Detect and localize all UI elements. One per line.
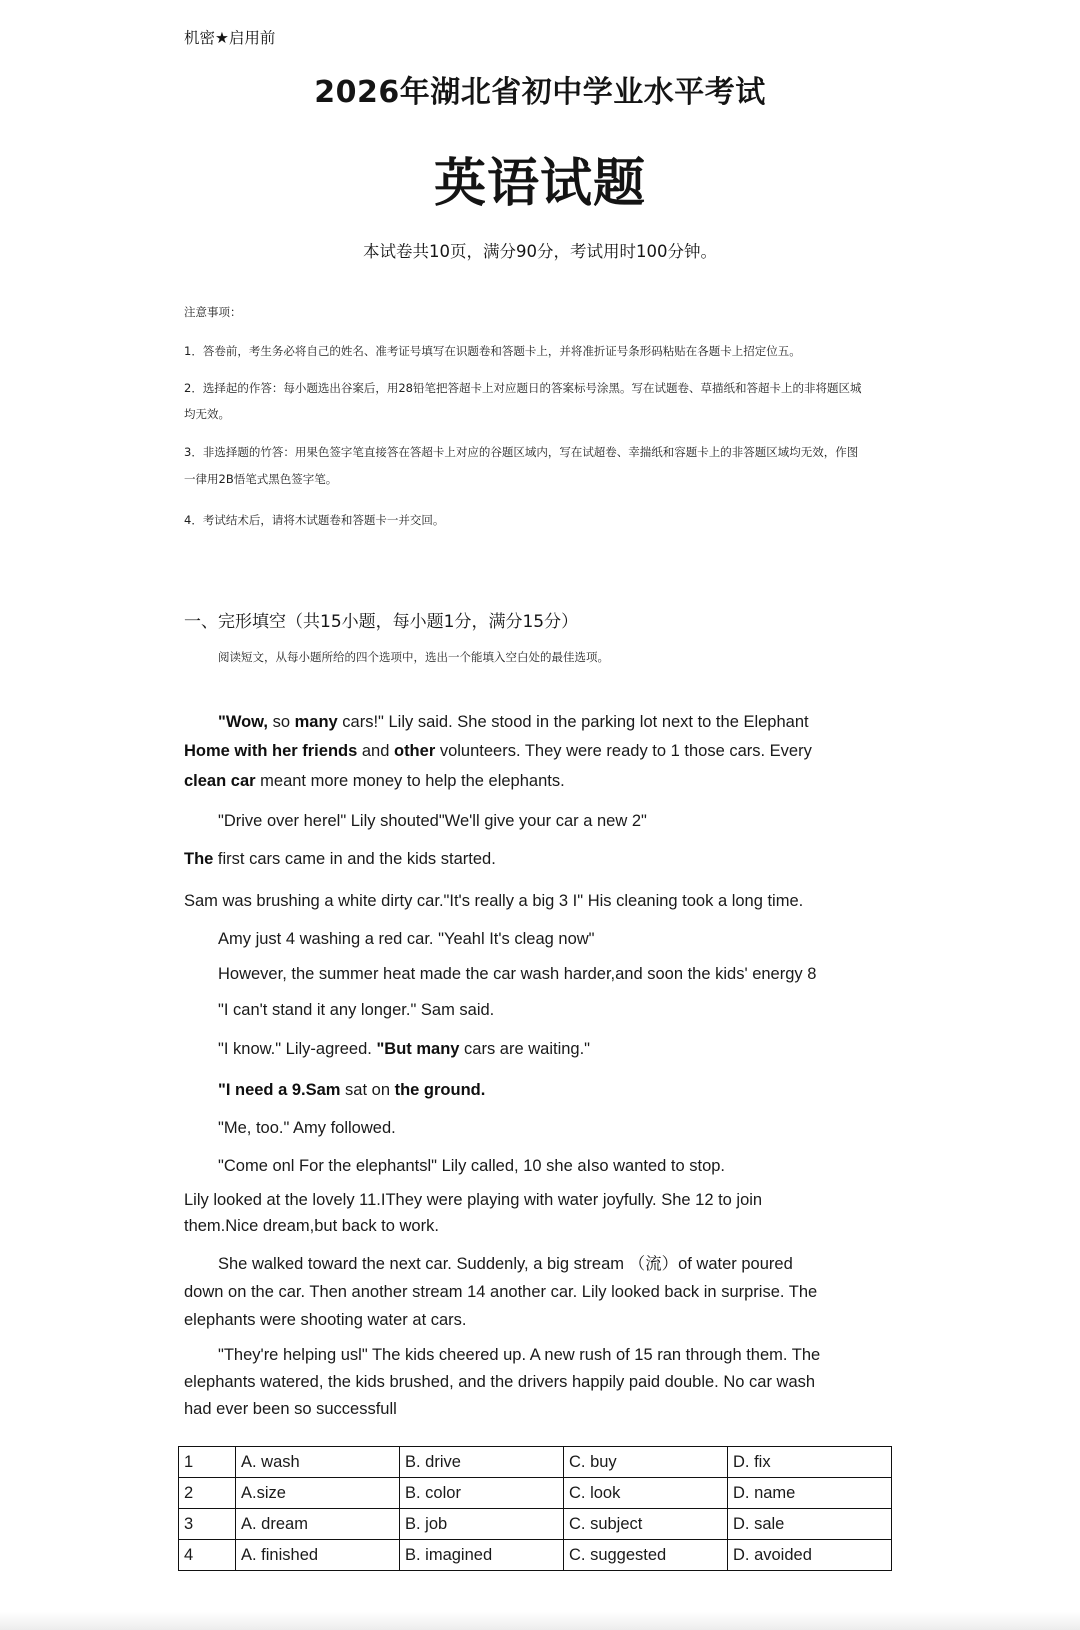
passage-bold-text: the ground. — [394, 1081, 486, 1099]
option-b-cell: B. job — [400, 1509, 564, 1540]
note-item-2-line: 均无效。 — [184, 407, 230, 421]
scan-edge-shadow — [0, 1612, 1080, 1630]
passage-line — [184, 891, 803, 911]
exam-info: 本试卷共10页，满分90分，考试用时100分钟。 — [363, 242, 717, 261]
option-a-cell: A. finished — [236, 1540, 400, 1571]
passage-text: so — [267, 713, 295, 731]
passage-line — [184, 771, 565, 791]
passage-text: Lily looked at the lovely 11.IThey were playing with water joyfully. She 12 to join — [184, 1191, 763, 1209]
passage-bold-text: many — [294, 713, 338, 731]
passage-text: had ever been so successfull — [184, 1400, 397, 1418]
note-item-1-line: 1．答卷前，考生务必将自己的姓名、准考证号填写在识题卷和答题卡上，并将准折证号条形码粘贴在各题卡上招定位五。 — [184, 344, 801, 358]
option-b-cell: B. color — [400, 1478, 564, 1509]
passage-text: "Come onl For the elephantsl" Lily called, 10 she aIso wanted to stop. — [218, 1157, 726, 1175]
passage-line — [184, 1216, 439, 1236]
question-number-cell: 3 — [179, 1509, 236, 1540]
option-c-cell: C. suggested — [564, 1540, 728, 1571]
passage-bold-text: clean car — [184, 772, 256, 790]
option-a-cell: A.size — [236, 1478, 400, 1509]
passage-line — [184, 741, 812, 761]
passage-text: first cars came in and the kids started. — [213, 850, 496, 868]
passage-text: "I know." Lily-agreed. — [218, 1040, 377, 1058]
confidential-label: 机密★启用前 — [184, 29, 276, 47]
passage-text: "They're helping usl" The kids cheered up. A new rush of 15 ran through them. The — [218, 1346, 821, 1364]
passage-text: "I can't stand it any longer." Sam said. — [218, 1001, 495, 1019]
option-a-cell: A. dream — [236, 1509, 400, 1540]
subject-title: 英语试题 — [433, 154, 646, 214]
option-b-cell: B. drive — [400, 1447, 564, 1478]
section-title: 一、完形填空（共15小题，每小题1分，满分15分） — [184, 612, 579, 632]
passage-line — [218, 929, 595, 949]
passage-text: elephants watered, the kids brushed, and the drivers happily paid double. No car wash — [184, 1373, 816, 1391]
passage-text: elephants were shooting water at cars. — [184, 1311, 467, 1329]
passage-line — [184, 1310, 467, 1330]
note-item-3-line: 3．非选择题的竹答：用果色签字笔直接答在答超卡上对应的谷题区域内，写在试超卷、幸揣纸和容题卡上的非答题区域均无效，作图 — [184, 445, 859, 459]
option-b-cell: B. imagined — [400, 1540, 564, 1571]
option-c-cell: C. look — [564, 1478, 728, 1509]
passage-text: volunteers. They were ready to 1 those cars. Every — [435, 742, 812, 760]
option-d-cell: D. name — [728, 1478, 892, 1509]
passage-bold-text: "Wow, — [218, 713, 268, 731]
passage-line — [184, 1190, 762, 1210]
options-row — [179, 1478, 892, 1509]
question-number-cell: 1 — [179, 1447, 236, 1478]
options-table — [178, 1446, 892, 1571]
passage-text: and — [357, 742, 394, 760]
passage-text: cars are waiting." — [459, 1040, 591, 1058]
passage-line — [218, 1039, 590, 1059]
options-row — [179, 1509, 892, 1540]
options-row — [179, 1447, 892, 1478]
passage-text: "Me, too." Amy followed. — [218, 1119, 396, 1137]
passage-line — [218, 712, 809, 732]
passage-line — [184, 1399, 397, 1419]
passage-text: down on the car. Then another stream 14 another car. Lily looked back in surprise. The — [184, 1283, 818, 1301]
passage-line — [218, 1254, 793, 1274]
passage-bold-text: other — [393, 742, 436, 760]
passage-bold-text: The — [184, 850, 214, 868]
note-item-4-line: 4．考试结术后，请将木试题卷和答题卡一并交回。 — [184, 513, 445, 527]
passage-bold-text: "But many — [376, 1040, 460, 1058]
note-item-2-line: 2．选择起的作答：每小题选出谷案后，用28铅笔把答超卡上对应题日的答案标号涂黑。写在试题卷、草描纸和答超卡上的非将题区城 — [184, 381, 862, 395]
passage-bold-text: Home with her friends — [184, 742, 358, 760]
question-number-cell: 4 — [179, 1540, 236, 1571]
passage-text: sat on — [340, 1081, 395, 1099]
option-d-cell: D. fix — [728, 1447, 892, 1478]
passage-line — [218, 1080, 485, 1100]
passage-bold-text: "I need a 9.Sam — [218, 1081, 341, 1099]
option-a-cell: A. wash — [236, 1447, 400, 1478]
passage-line — [218, 1156, 725, 1176]
passage-text: them.Nice dream,but back to work. — [184, 1217, 439, 1235]
passage-line — [218, 811, 647, 831]
passage-line — [184, 1282, 817, 1302]
passage-line — [218, 1118, 396, 1138]
passage-line — [218, 1000, 494, 1020]
passage-text: Amy just 4 washing a red car. "Yeahl It's cleag now" — [218, 930, 595, 948]
option-c-cell: C. buy — [564, 1447, 728, 1478]
options-row — [179, 1540, 892, 1571]
passage-line — [184, 849, 496, 869]
passage-line — [218, 1345, 820, 1365]
option-c-cell: C. subject — [564, 1509, 728, 1540]
section-instruction: 阅读短文，从每小题所给的四个选项中，选出一个能填入空白处的最佳选项。 — [218, 650, 609, 664]
passage-text: Sam was brushing a white dirty car."It's really a big 3 I" His cleaning took a long time. — [184, 892, 804, 910]
passage-text: "Drive over herel" Lily shouted"We'll give your car a new 2" — [218, 812, 647, 830]
passage-line — [184, 1372, 815, 1392]
option-d-cell: D. avoided — [728, 1540, 892, 1571]
note-item-3-line: 一律用2B悟笔式黑色签字笔。 — [184, 472, 338, 486]
passage-text: cars!" Lily said. She stood in the parking lot next to the Elephant — [337, 713, 809, 731]
passage-text: She walked toward the next car. Suddenly, a big stream （流）of water poured — [218, 1255, 793, 1273]
passage-text: However, the summer heat made the car wash harder,and soon the kids' energy 8 — [218, 965, 817, 983]
notes-heading: 注意事项： — [184, 305, 242, 319]
passage-text: meant more money to help the elephants. — [255, 772, 565, 790]
passage-line — [218, 964, 816, 984]
exam-title: 2026年湖北省初中学业水平考试 — [314, 75, 766, 110]
question-number-cell: 2 — [179, 1478, 236, 1509]
option-d-cell: D. sale — [728, 1509, 892, 1540]
